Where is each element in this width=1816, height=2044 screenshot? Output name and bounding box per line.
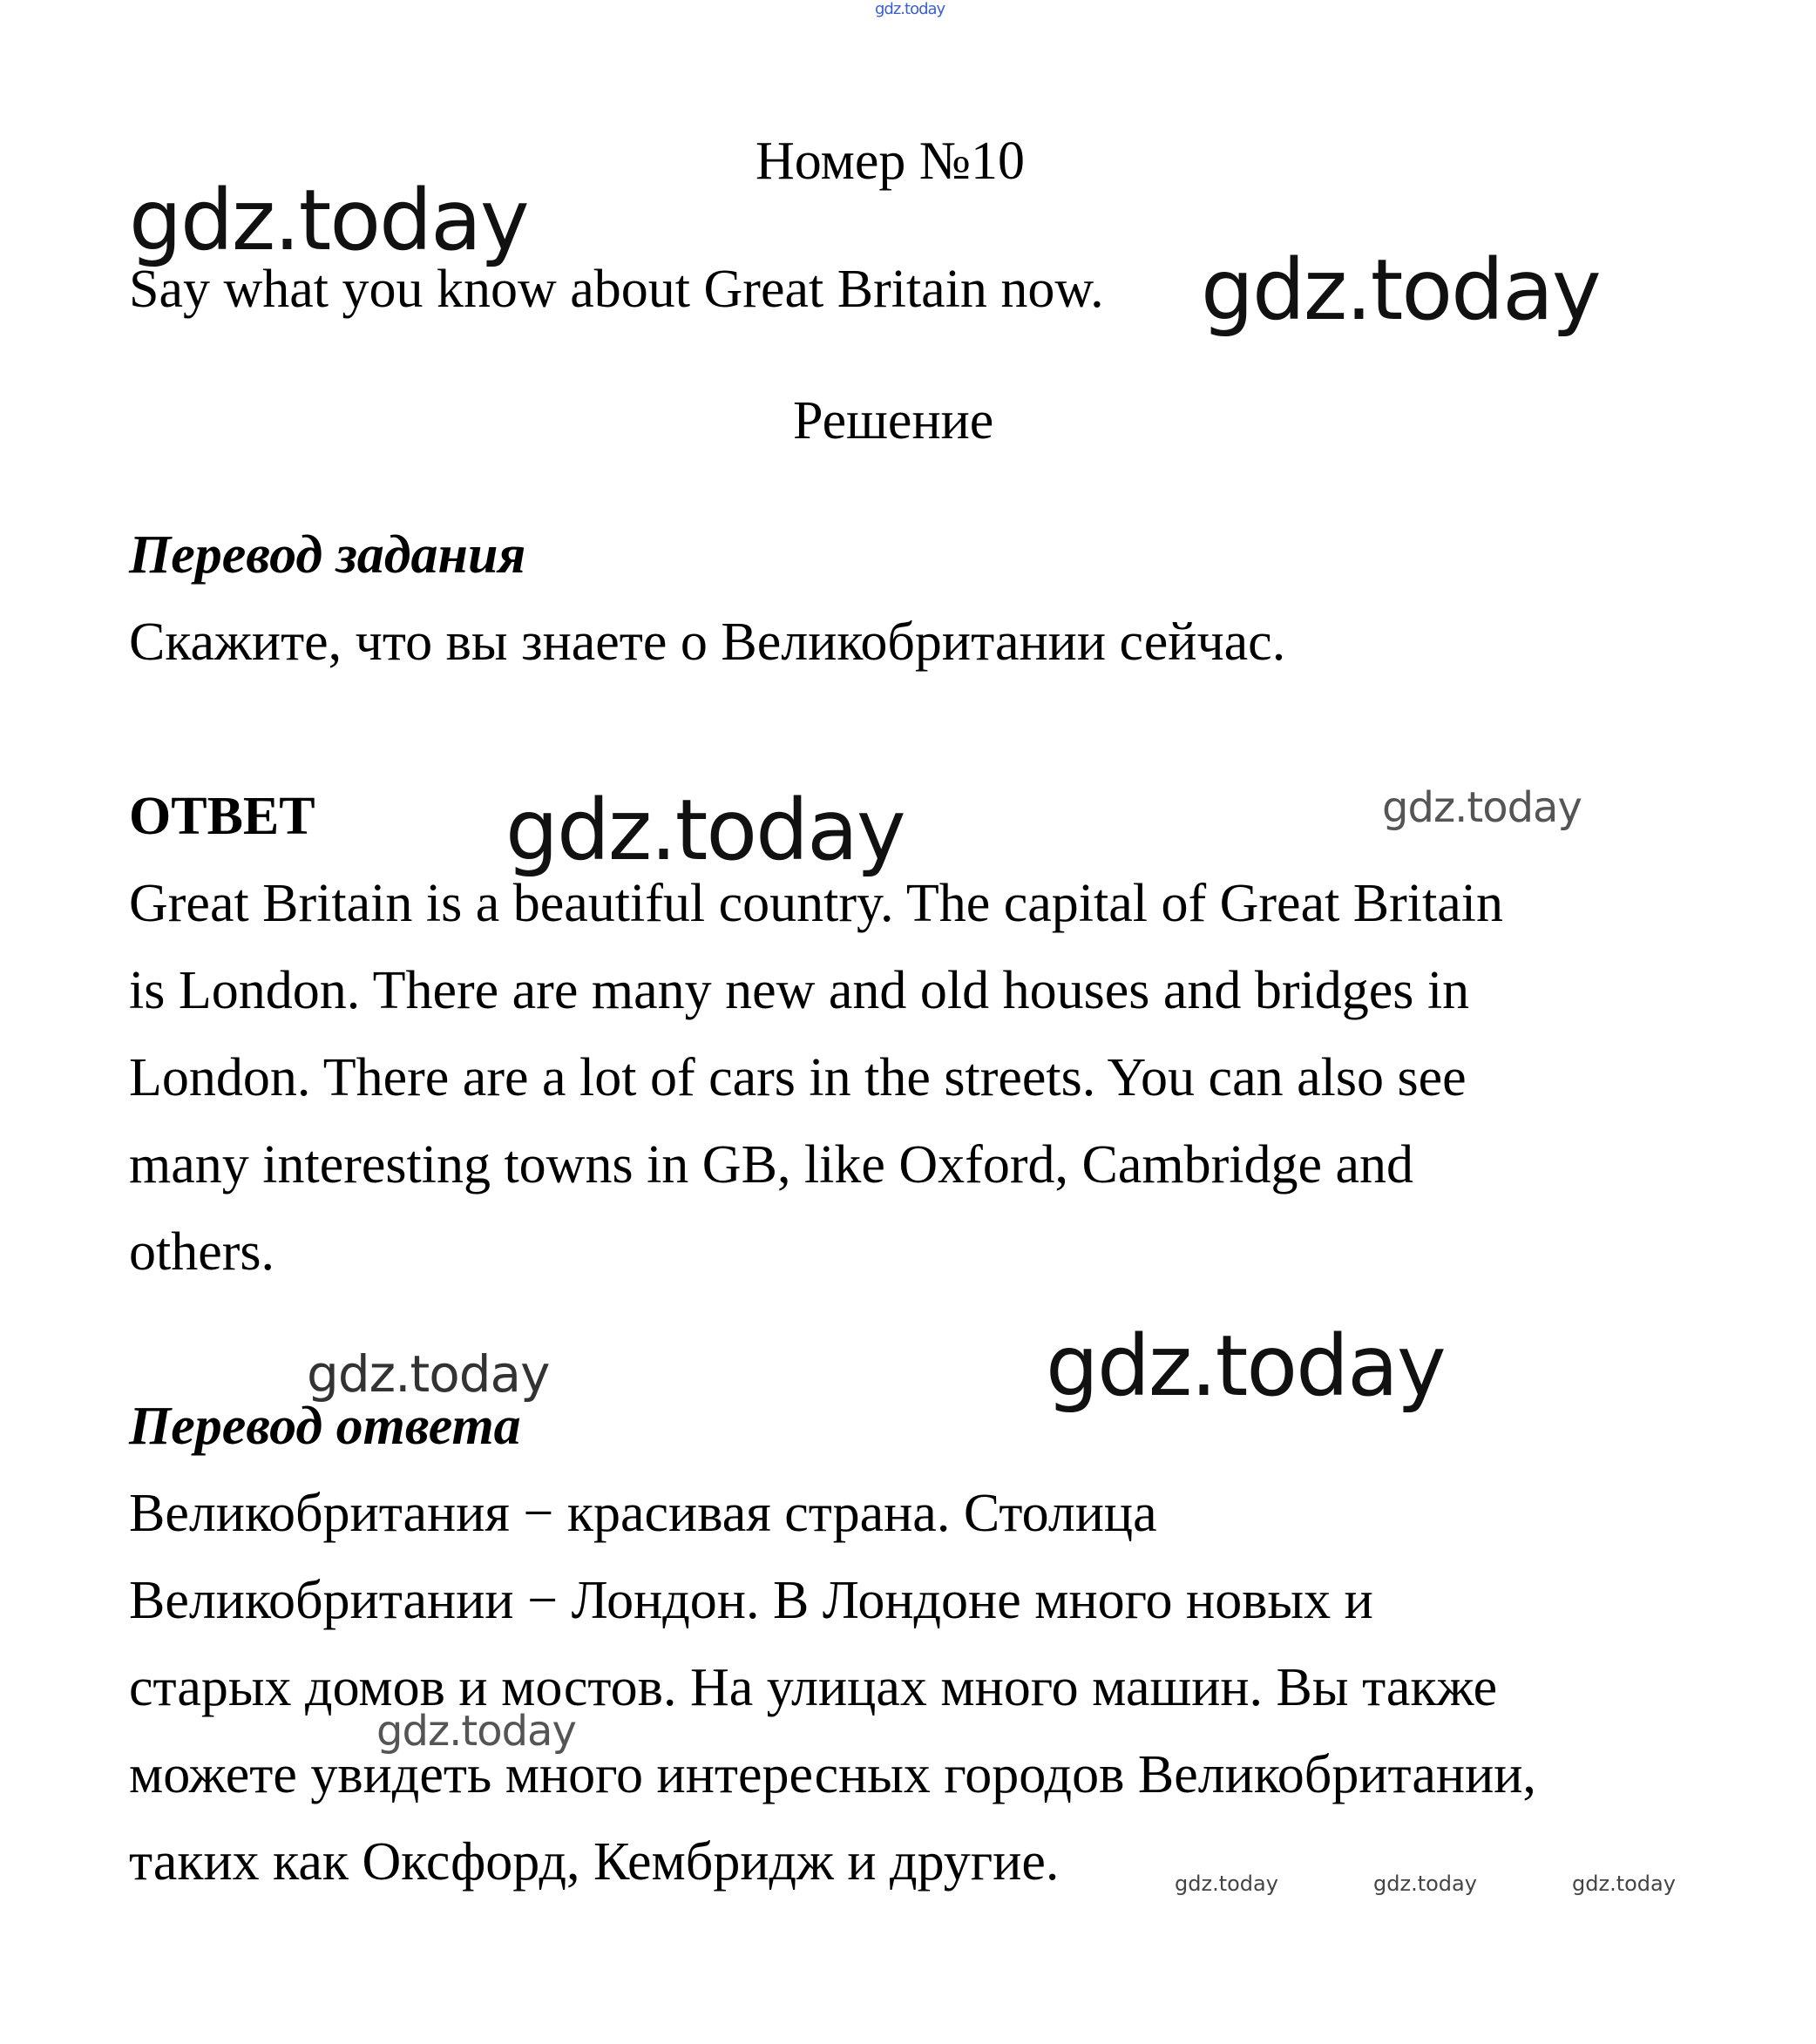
task-translation-heading: Перевод задания <box>129 525 526 585</box>
answer-translation-line: старых домов и мостов. На улицах много машин. Вы также <box>129 1658 1498 1717</box>
watermark-tiny-1: gdz.today <box>1175 1871 1278 1896</box>
task-translation-text: Скажите, что вы знаете о Великобритании сейчас. <box>129 613 1286 672</box>
watermark-overlap: gdz.today <box>376 1707 576 1756</box>
answer-translation-line: Великобритании − Лондон. В Лондоне много новых и <box>129 1571 1373 1630</box>
answer-translation-line: можете увидеть много интересных городов Великобритании, <box>129 1745 1536 1804</box>
watermark-large-left: gdz.today <box>129 172 528 269</box>
task-text: Say what you know about Great Britain now. <box>129 260 1104 319</box>
answer-translation-heading: Перевод ответа <box>129 1397 521 1456</box>
solution-label: Решение <box>793 391 994 450</box>
answer-body <box>129 860 1741 1296</box>
answer-translation-body <box>129 1470 1741 1905</box>
answer-line: others. <box>129 1222 275 1282</box>
problem-title: Номер №10 <box>756 132 1026 191</box>
watermark-tiny-2: gdz.today <box>1373 1871 1477 1896</box>
watermark-large-mid: gdz.today <box>505 782 905 879</box>
answer-line: is London. There are many new and old houses and bridges in <box>129 961 1470 1020</box>
answer-line: Great Britain is a beautiful country. The capital of Great Britain <box>129 874 1504 933</box>
answer-translation-line: Великобритания − красивая страна. Столица <box>129 1484 1157 1543</box>
watermark-large-lower: gdz.today <box>1046 1317 1445 1415</box>
answer-line: London. There are a lot of cars in the streets. You can also see <box>129 1048 1467 1107</box>
watermark-tiny-3: gdz.today <box>1572 1871 1676 1896</box>
watermark-large-right: gdz.today <box>1201 241 1600 339</box>
answer-translation-line: таких как Оксфорд, Кембридж и другие. <box>129 1832 1060 1892</box>
watermark-top: gdz.today <box>875 0 945 18</box>
watermark-small-right: gdz.today <box>1382 783 1582 832</box>
watermark-mid-left: gdz.today <box>307 1344 550 1404</box>
answer-line: many interesting towns in GB, like Oxford, Cambridge and <box>129 1135 1413 1195</box>
answer-heading: ОТВЕТ <box>129 787 315 846</box>
